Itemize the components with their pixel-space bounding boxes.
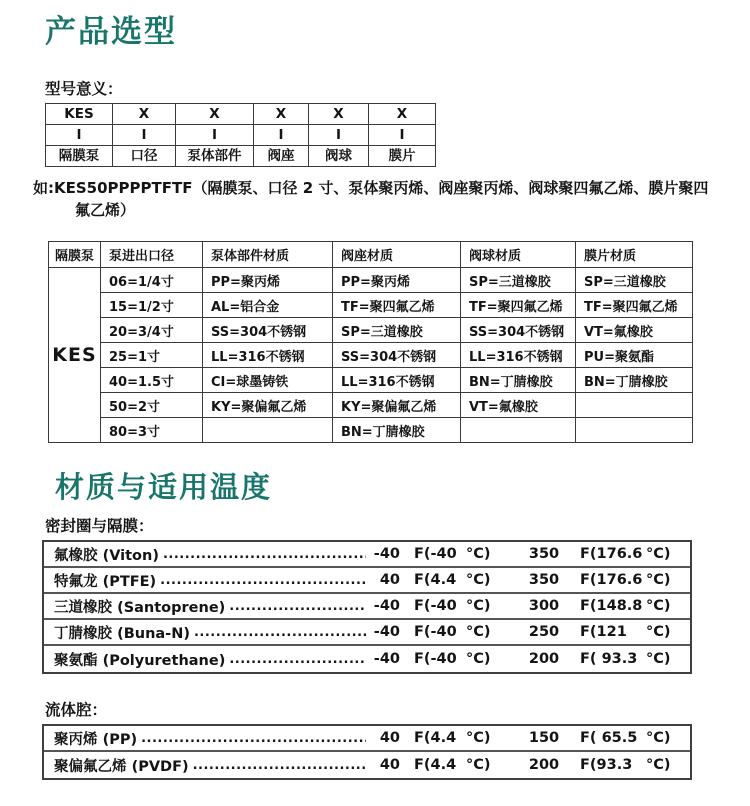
max-f-unit: °C) — [646, 624, 671, 640]
min-f-unit: °C) — [466, 730, 491, 746]
min-c-value: 40 — [379, 757, 400, 773]
max-f-value: F(93.3 — [580, 757, 633, 773]
table-cell: TF=聚四氟乙烯 — [461, 293, 576, 318]
table-row — [49, 343, 693, 368]
temp-row — [44, 726, 690, 752]
material-name: 聚氨酯 (Polyurethane) — [54, 652, 226, 669]
min-f-value: F(-40 — [414, 546, 457, 562]
table-cell: VT=氟橡胶 — [576, 318, 693, 343]
code-cell: X — [254, 104, 309, 125]
temp-table-fluid — [42, 724, 692, 780]
table-cell: LL=316不锈钢 — [203, 343, 333, 368]
code-cell: KES — [46, 104, 113, 125]
fluid-section-label: 流体腔： — [45, 701, 108, 719]
max-f-value: F(176.6 — [580, 546, 643, 562]
min-c-value: -40 — [373, 546, 400, 562]
table-cell: SS=304不锈钢 — [461, 318, 576, 343]
table-cell: TF=聚四氟乙烯 — [576, 293, 693, 318]
table-cell: SP=三道橡胶 — [461, 268, 576, 293]
name-cell: 隔膜泵 — [46, 146, 113, 167]
column-header: 阀座材质 — [333, 242, 461, 268]
min-f-unit: °C) — [466, 624, 491, 640]
column-header: 膜片材质 — [576, 242, 693, 268]
model-name-row — [46, 146, 436, 167]
column-header: 隔膜泵 — [49, 242, 101, 268]
table-row — [49, 393, 693, 418]
table-cell: SP=三道橡胶 — [333, 318, 461, 343]
max-c-value: 250 — [528, 624, 560, 640]
temp-row — [44, 752, 690, 778]
min-f-value: F(-40 — [414, 651, 457, 667]
dot-leader — [194, 625, 366, 640]
min-c-value: 40 — [379, 572, 400, 588]
model-code-row — [46, 104, 436, 125]
table-cell: BN=丁腈橡胶 — [576, 368, 693, 393]
selection-table — [48, 241, 693, 443]
name-cell: 口径 — [113, 146, 176, 167]
name-cell: 阀座 — [254, 146, 309, 167]
table-cell: LL=316不锈钢 — [461, 343, 576, 368]
bar-cell: I — [113, 125, 176, 146]
table-cell — [461, 418, 576, 443]
min-c-value: -40 — [373, 624, 400, 640]
temp-row — [44, 646, 690, 672]
table-cell: 50=2寸 — [101, 393, 203, 418]
table-cell: SP=三道橡胶 — [576, 268, 693, 293]
material-name: 聚丙烯 (PP) — [54, 731, 138, 748]
column-header: 阀球材质 — [461, 242, 576, 268]
dot-leader — [229, 652, 366, 667]
table-cell: 06=1/4寸 — [101, 268, 203, 293]
bar-cell: I — [46, 125, 113, 146]
table-cell: AL=铝合金 — [203, 293, 333, 318]
min-c-value: -40 — [373, 598, 400, 614]
table-row — [49, 418, 693, 443]
max-c-value: 150 — [528, 730, 560, 746]
temp-table-seal — [42, 540, 692, 674]
min-f-unit: °C) — [466, 757, 491, 773]
model-meaning-label: 型号意义： — [45, 80, 123, 98]
min-f-value: F(4.4 — [414, 572, 457, 588]
max-c-value: 350 — [528, 546, 560, 562]
table-cell: BN=丁腈橡胶 — [461, 368, 576, 393]
max-f-unit: °C) — [646, 546, 671, 562]
dot-leader — [163, 547, 366, 562]
series-cell: KES — [49, 268, 101, 443]
max-c-value: 350 — [528, 572, 560, 588]
dot-leader — [229, 599, 366, 614]
material-name: 聚偏氟乙烯 (PVDF) — [54, 758, 189, 775]
temp-row — [44, 620, 690, 646]
name-cell: 泵体部件 — [176, 146, 254, 167]
table-cell: 15=1/2寸 — [101, 293, 203, 318]
max-f-unit: °C) — [646, 572, 671, 588]
table-cell: 20=3/4寸 — [101, 318, 203, 343]
max-c-value: 300 — [528, 598, 560, 614]
bar-cell: I — [309, 125, 369, 146]
material-name: 氟橡胶 (Viton) — [54, 547, 159, 564]
temp-row — [44, 568, 690, 594]
table-row — [49, 268, 693, 293]
bar-cell: I — [369, 125, 436, 146]
table-row — [49, 318, 693, 343]
max-f-unit: °C) — [646, 651, 671, 667]
table-cell: KY=聚偏氟乙烯 — [203, 393, 333, 418]
table-cell: 25=1寸 — [101, 343, 203, 368]
max-c-value: 200 — [528, 651, 560, 667]
temp-row — [44, 542, 690, 568]
table-cell: TF=聚四氟乙烯 — [333, 293, 461, 318]
min-c-value: -40 — [373, 651, 400, 667]
max-c-value: 200 — [528, 757, 560, 773]
max-f-unit: °C) — [646, 598, 671, 614]
max-f-value: F(176.6 — [580, 572, 643, 588]
table-cell: PU=聚氨酯 — [576, 343, 693, 368]
table-cell: SS=304不锈钢 — [203, 318, 333, 343]
table-row — [49, 293, 693, 318]
max-f-value: F( 93.3 — [580, 651, 638, 667]
name-cell: 阀球 — [309, 146, 369, 167]
table-cell: BN=丁腈橡胶 — [333, 418, 461, 443]
material-name: 三道橡胶 (Santoprene) — [54, 599, 226, 616]
table-cell: LL=316不锈钢 — [333, 368, 461, 393]
min-f-unit: °C) — [466, 572, 491, 588]
page-title: 产品选型 — [45, 14, 177, 50]
column-header: 泵体部件材质 — [203, 242, 333, 268]
max-f-unit: °C) — [646, 730, 671, 746]
table-cell: 80=3寸 — [101, 418, 203, 443]
example-text: 如:KES50PPPPTFTF（隔膜泵、口径 2 寸、泵体聚丙烯、阀座聚丙烯、阀球聚四氟乙烯、膜片聚四氟乙烯） — [33, 179, 709, 219]
dot-leader — [160, 573, 366, 588]
code-cell: X — [113, 104, 176, 125]
material-name: 丁腈橡胶 (Buna-N) — [54, 625, 190, 642]
max-f-value: F(148.8 — [580, 598, 643, 614]
section-title-materials: 材质与适用温度 — [55, 470, 273, 504]
max-f-unit: °C) — [646, 757, 671, 773]
table-cell: PP=聚丙烯 — [203, 268, 333, 293]
material-name: 特氟龙 (PTFE) — [54, 573, 157, 590]
bar-cell: I — [176, 125, 254, 146]
selection-header-row — [49, 242, 693, 268]
code-cell: X — [176, 104, 254, 125]
min-f-value: F(-40 — [414, 598, 457, 614]
column-header: 泵进出口径 — [101, 242, 203, 268]
min-f-value: F(-40 — [414, 624, 457, 640]
max-f-value: F(121 — [580, 624, 627, 640]
table-row — [49, 368, 693, 393]
seal-section-label: 密封圈与隔膜： — [45, 517, 154, 535]
code-cell: X — [309, 104, 369, 125]
name-cell: 膜片 — [369, 146, 436, 167]
temp-row — [44, 594, 690, 620]
dot-leader — [193, 758, 366, 773]
max-f-value: F( 65.5 — [580, 730, 638, 746]
bar-cell: I — [254, 125, 309, 146]
table-cell: SS=304不锈钢 — [333, 343, 461, 368]
table-cell — [576, 418, 693, 443]
code-cell: X — [369, 104, 436, 125]
min-f-unit: °C) — [466, 598, 491, 614]
model-bar-row — [46, 125, 436, 146]
min-f-unit: °C) — [466, 651, 491, 667]
min-f-value: F(4.4 — [414, 757, 457, 773]
dot-leader — [141, 731, 366, 746]
min-f-unit: °C) — [466, 546, 491, 562]
table-cell: 40=1.5寸 — [101, 368, 203, 393]
table-cell: PP=聚丙烯 — [333, 268, 461, 293]
min-f-value: F(4.4 — [414, 730, 457, 746]
model-code-table — [45, 103, 436, 167]
table-cell: KY=聚偏氟乙烯 — [333, 393, 461, 418]
table-cell — [203, 418, 333, 443]
table-cell: VT=氟橡胶 — [461, 393, 576, 418]
min-c-value: 40 — [379, 730, 400, 746]
table-cell — [576, 393, 693, 418]
table-cell: CI=球墨铸铁 — [203, 368, 333, 393]
